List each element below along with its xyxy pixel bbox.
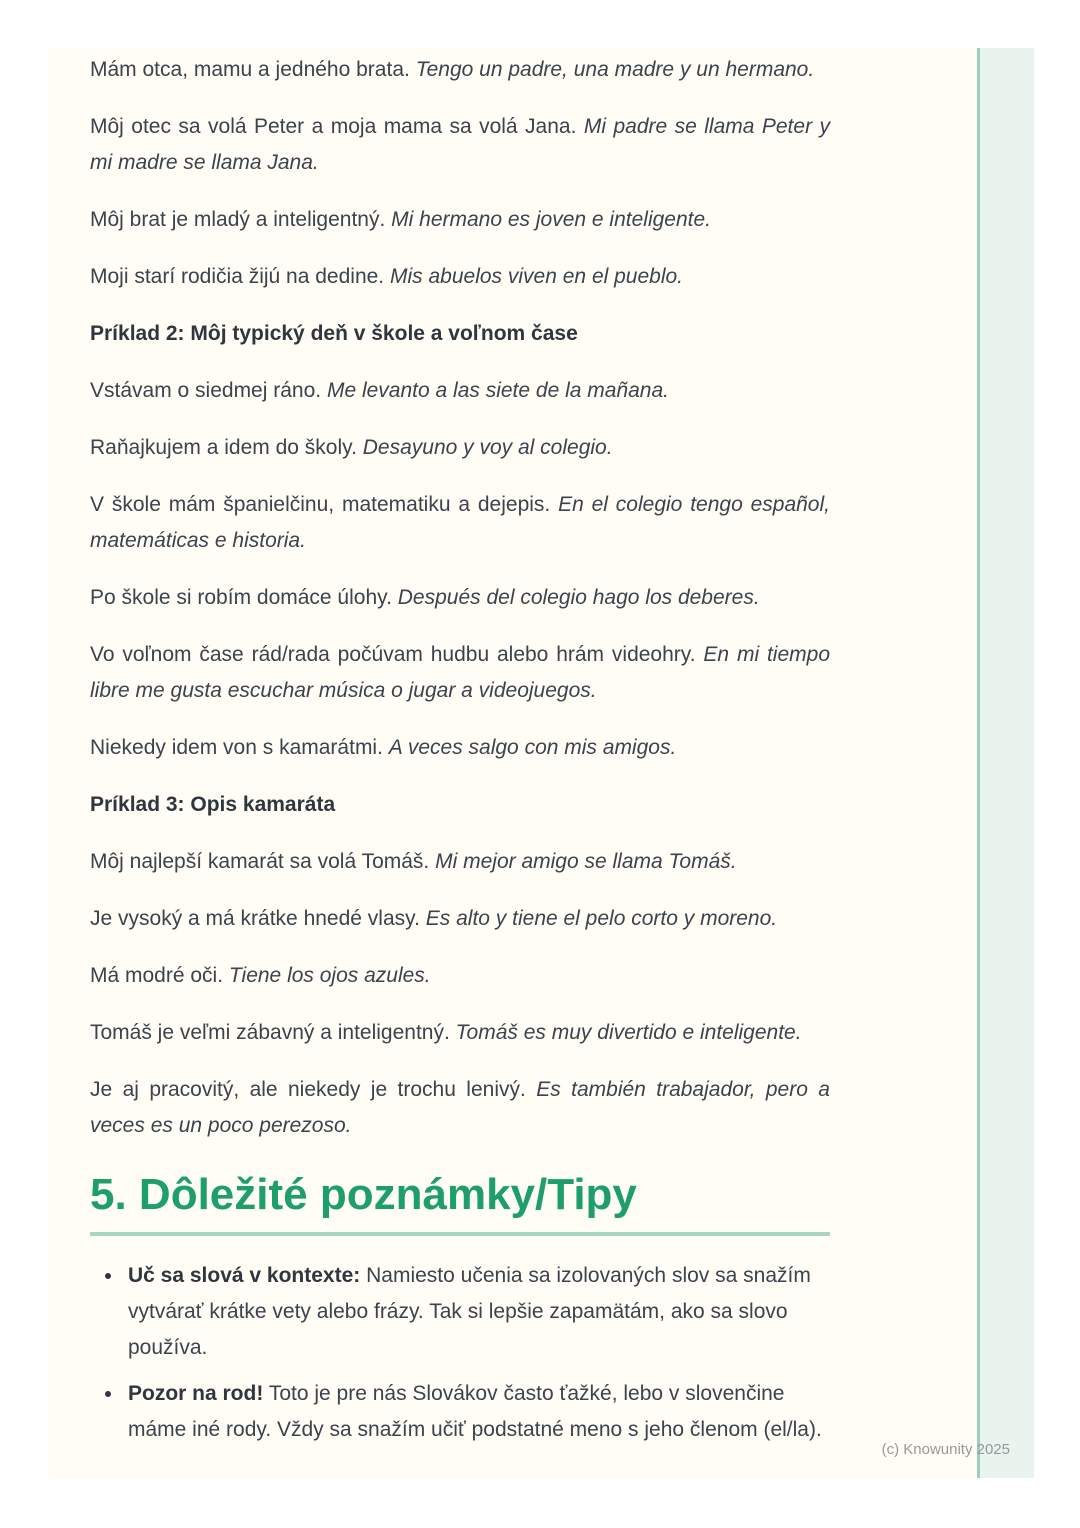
document-page — [48, 48, 976, 1478]
tip-text: Namiesto učenia sa izolovaných slov sa snažím vytvárať krátke vety alebo frázy. Tak si lepšie zapamätám, ako sa slovo používa. — [128, 1264, 811, 1359]
spanish-translation: En mi tiempo libre me gusta escuchar música o jugar a videojuegos. — [90, 643, 831, 702]
slovak-sentence: Tomáš je veľmi zábavný a inteligentný. — [90, 1021, 450, 1044]
slovak-sentence: Môj otec sa volá Peter a moja mama sa volá Jana. — [90, 115, 577, 138]
paragraph — [90, 958, 830, 994]
spanish-translation: Me levanto a las siete de la mañana. — [326, 379, 669, 402]
paragraph — [90, 730, 830, 766]
spanish-translation: Desayuno y voy al colegio. — [362, 436, 613, 459]
slovak-sentence: Je aj pracovitý, ale niekedy je trochu lenivý. — [90, 1078, 526, 1101]
paragraph — [90, 202, 830, 238]
tip-lead: Uč sa slová v kontexte: — [128, 1264, 361, 1287]
paragraph — [90, 1072, 830, 1144]
slovak-sentence: V škole mám španielčinu, matematiku a dejepis. — [90, 493, 551, 516]
slovak-sentence: Môj najlepší kamarát sa volá Tomáš. — [90, 850, 430, 873]
paragraph — [90, 109, 830, 181]
spanish-translation: Tiene los ojos azules. — [228, 964, 431, 987]
paragraph — [90, 637, 830, 709]
spanish-translation: A veces salgo con mis amigos. — [388, 736, 677, 759]
spanish-translation: Mi mejor amigo se llama Tomáš. — [435, 850, 737, 873]
heading-underline-rule — [90, 1232, 830, 1236]
tip-item — [124, 1376, 830, 1448]
paragraph — [90, 580, 830, 616]
slovak-sentence: Moji starí rodičia žijú na dedine. — [90, 265, 385, 288]
paragraph — [90, 259, 830, 295]
document-content — [90, 52, 830, 1458]
paragraph — [90, 52, 830, 88]
slovak-sentence: Mám otca, mamu a jedného brata. — [90, 58, 410, 81]
slovak-sentence: Má modré oči. — [90, 964, 224, 987]
spanish-translation: Después del colegio hago los deberes. — [397, 586, 760, 609]
tip-text: Toto je pre nás Slovákov často ťažké, lebo v slovenčine máme iné rody. Vždy sa snažím učiť podstatné meno s jeho členom (el/la). — [128, 1382, 822, 1441]
section-heading-priklad-2: Príklad 2: Môj typický deň v škole a voľnom čase — [90, 322, 578, 345]
slovak-sentence: Raňajkujem a idem do školy. — [90, 436, 357, 459]
paragraph — [90, 901, 830, 937]
slovak-sentence: Niekedy idem von s kamarátmi. — [90, 736, 383, 759]
paragraph — [90, 844, 830, 880]
slovak-sentence: Po škole si robím domáce úlohy. — [90, 586, 392, 609]
slovak-sentence: Môj brat je mladý a inteligentný. — [90, 208, 386, 231]
right-accent-sidebar — [977, 48, 1034, 1478]
spanish-translation: Es alto y tiene el pelo corto y moreno. — [425, 907, 778, 930]
spanish-translation: Mis abuelos viven en el pueblo. — [390, 265, 684, 288]
tip-item — [124, 1258, 830, 1366]
spanish-translation: En el colegio tengo español, matemáticas e historia. — [90, 493, 830, 552]
spanish-translation: Es también trabajador, pero a veces es un poco perezoso. — [90, 1078, 830, 1137]
tip-lead: Pozor na rod! — [128, 1382, 264, 1405]
spanish-translation: Tomáš es muy divertido e inteligente. — [455, 1021, 802, 1044]
slovak-sentence: Vo voľnom čase rád/rada počúvam hudbu alebo hrám videohry. — [90, 643, 696, 666]
paragraph — [90, 430, 830, 466]
paragraph — [90, 1015, 830, 1051]
paragraph — [90, 373, 830, 409]
slovak-sentence: Je vysoký a má krátke hnedé vlasy. — [90, 907, 420, 930]
spanish-translation: Tengo un padre, una madre y un hermano. — [415, 58, 815, 81]
paragraph — [90, 487, 830, 559]
spanish-translation: Mi padre se llama Peter y mi madre se llama Jana. — [90, 115, 831, 174]
slovak-sentence: Vstávam o siedmej ráno. — [90, 379, 322, 402]
spanish-translation: Mi hermano es joven e inteligente. — [391, 208, 712, 231]
tips-list — [90, 1258, 830, 1448]
knowunity-watermark: (c) Knowunity 2025 — [881, 1441, 1010, 1458]
section-heading-priklad-3: Príklad 3: Opis kamaráta — [90, 793, 336, 816]
chapter-heading: 5. Dôležité poznámky/Tipy — [90, 1170, 637, 1219]
